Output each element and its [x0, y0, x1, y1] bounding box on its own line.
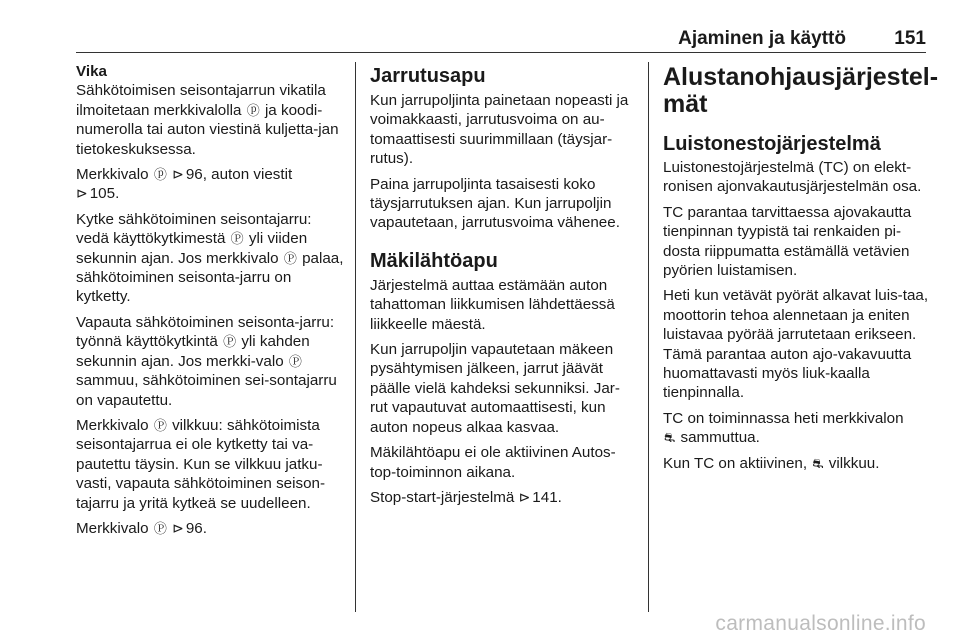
traction-control-icon: ⛐ — [664, 430, 676, 446]
paragraph: Sähkötoimisen seisontajarrun vikatila ilmoitetaan merkkivalolla ⓟ ja koodi-numerolla tai auton viestinä kuljetta-jan tietokeskuksessa. — [76, 82, 339, 158]
column-2 — [370, 62, 635, 513]
paragraph: TC parantaa tarvittaessa ajovakautta tienpinnan tyypistä tai renkaiden pi-dosta riippumatta estämällä vetävien pyörien luistamisen. — [663, 203, 912, 280]
paragraph: Kun jarrupoljin vapautetaan mäkeen pysähtymisen jälkeen, jarrut jäävät päälle vielä kahdeksi sekunniksi. Jar-rut vapautuvat automaattisesti, kun auton nopeus alkaa kasvaa. — [370, 341, 620, 436]
paragraph: Kytke sähkötoiminen seisontajarru: vedä käyttökytkimestä Ⓟ yli viiden sekunnin ajan. Jos merkkivalo Ⓟ palaa, sähkötoiminen seisonta-jarru on kytketty. — [76, 210, 344, 306]
parking-brake-icon: Ⓟ — [223, 334, 237, 350]
paragraph: Merkkivalo ⓟ ⊳ 96, auton viestit ⊳ 105. — [76, 166, 293, 203]
parking-brake-icon: Ⓟ — [153, 417, 167, 433]
parking-brake-icon: Ⓟ — [288, 353, 302, 369]
parking-brake-icon: Ⓟ — [153, 520, 167, 536]
paragraph: Kun TC on aktiivinen, ⛐ vilkkuu. — [663, 454, 880, 472]
parking-brake-icon: Ⓟ — [283, 250, 297, 266]
paragraph: Kun jarrupoljinta painetaan nopeasti ja voimakkaasti, jarrutusvoima on au-tomaattisesti suurimmillaan (täysjar-rutus). — [370, 92, 629, 168]
heading-alustanohjaus: Alustanohjausjärjestel-mät — [663, 63, 939, 118]
paragraph: Vapauta sähkötoiminen seisonta-jarru: työnnä käyttökytkintä Ⓟ yli kahden sekunnin ajan. Jos merkki-valo Ⓟ sammuu, sähkötoiminen sei-sontajarru on vapautettu. — [76, 313, 337, 409]
column-1 — [76, 62, 344, 544]
page-reference-icon: ⊳ — [172, 519, 184, 536]
heading-luistonesto: Luistonestojärjestelmä — [663, 133, 881, 155]
paragraph: TC on toiminnassa heti merkkivalon ⛐ sammuttua. — [663, 409, 904, 447]
page-reference-icon: ⊳ — [518, 488, 531, 505]
heading-makilahtoapu: Mäkilähtöapu — [370, 249, 498, 272]
section-title: Ajaminen ja käyttö — [678, 28, 846, 49]
heading-jarrutusapu: Jarrutusapu — [370, 65, 486, 87]
heading-vika: Vika — [76, 63, 107, 80]
paragraph: Järjestelmä auttaa estämään auton tahattoman liikkumisen lähdettäessä liikkeelle mäestä. — [370, 276, 615, 333]
column-divider-1 — [355, 62, 356, 612]
paragraph: Paina jarrupoljinta tasaisesti koko täysjarrutuksen ajan. Kun jarrupoljin vapautetaan, jarrutusvoima vähenee. — [370, 175, 620, 232]
parking-lamp-icon: ⓟ — [153, 167, 167, 183]
page-header — [76, 26, 926, 53]
paragraph: Stop-start-järjestelmä ⊳ 141. — [370, 488, 562, 506]
paragraph: Merkkivalo Ⓟ vilkkuu: sähkötoimista seisontajarrua ei ole kytketty tai va-pautettu täysin. Kun se vilkkuu jatku-vasti, vapauta sähkötoiminen seison-tajarru ja yritä kytkeä se uudelleen. — [76, 416, 326, 512]
column-3 — [663, 62, 939, 479]
page-number: 151 — [894, 28, 926, 49]
parking-lamp-icon: ⓟ — [246, 102, 260, 118]
paragraph: Merkkivalo Ⓟ ⊳ 96. — [76, 519, 207, 537]
page-reference-icon: ⊳ — [172, 166, 184, 183]
paragraph: Luistonestojärjestelmä (TC) on elekt-ronisen ajonvakautusjärjestelmän osa. — [663, 159, 922, 196]
watermark: carmanualsonline.info — [715, 612, 926, 635]
traction-control-icon: ⛐ — [812, 455, 824, 471]
parking-brake-icon: Ⓟ — [230, 231, 244, 247]
page-reference-icon: ⊳ — [76, 185, 88, 202]
paragraph: Heti kun vetävät pyörät alkavat luis-taa, moottorin tehoa alennetaan ja eniten luistavaa pyörää jarrutetaan erikseen. Tämä parantaa auton ajo-vakavuutta huomattavasti myös liuk-kaalla tienpinnalla. — [663, 287, 929, 402]
column-divider-2 — [648, 62, 649, 612]
paragraph: Mäkilähtöapu ei ole aktiivinen Autos-top-toiminnon aikana. — [370, 444, 616, 481]
